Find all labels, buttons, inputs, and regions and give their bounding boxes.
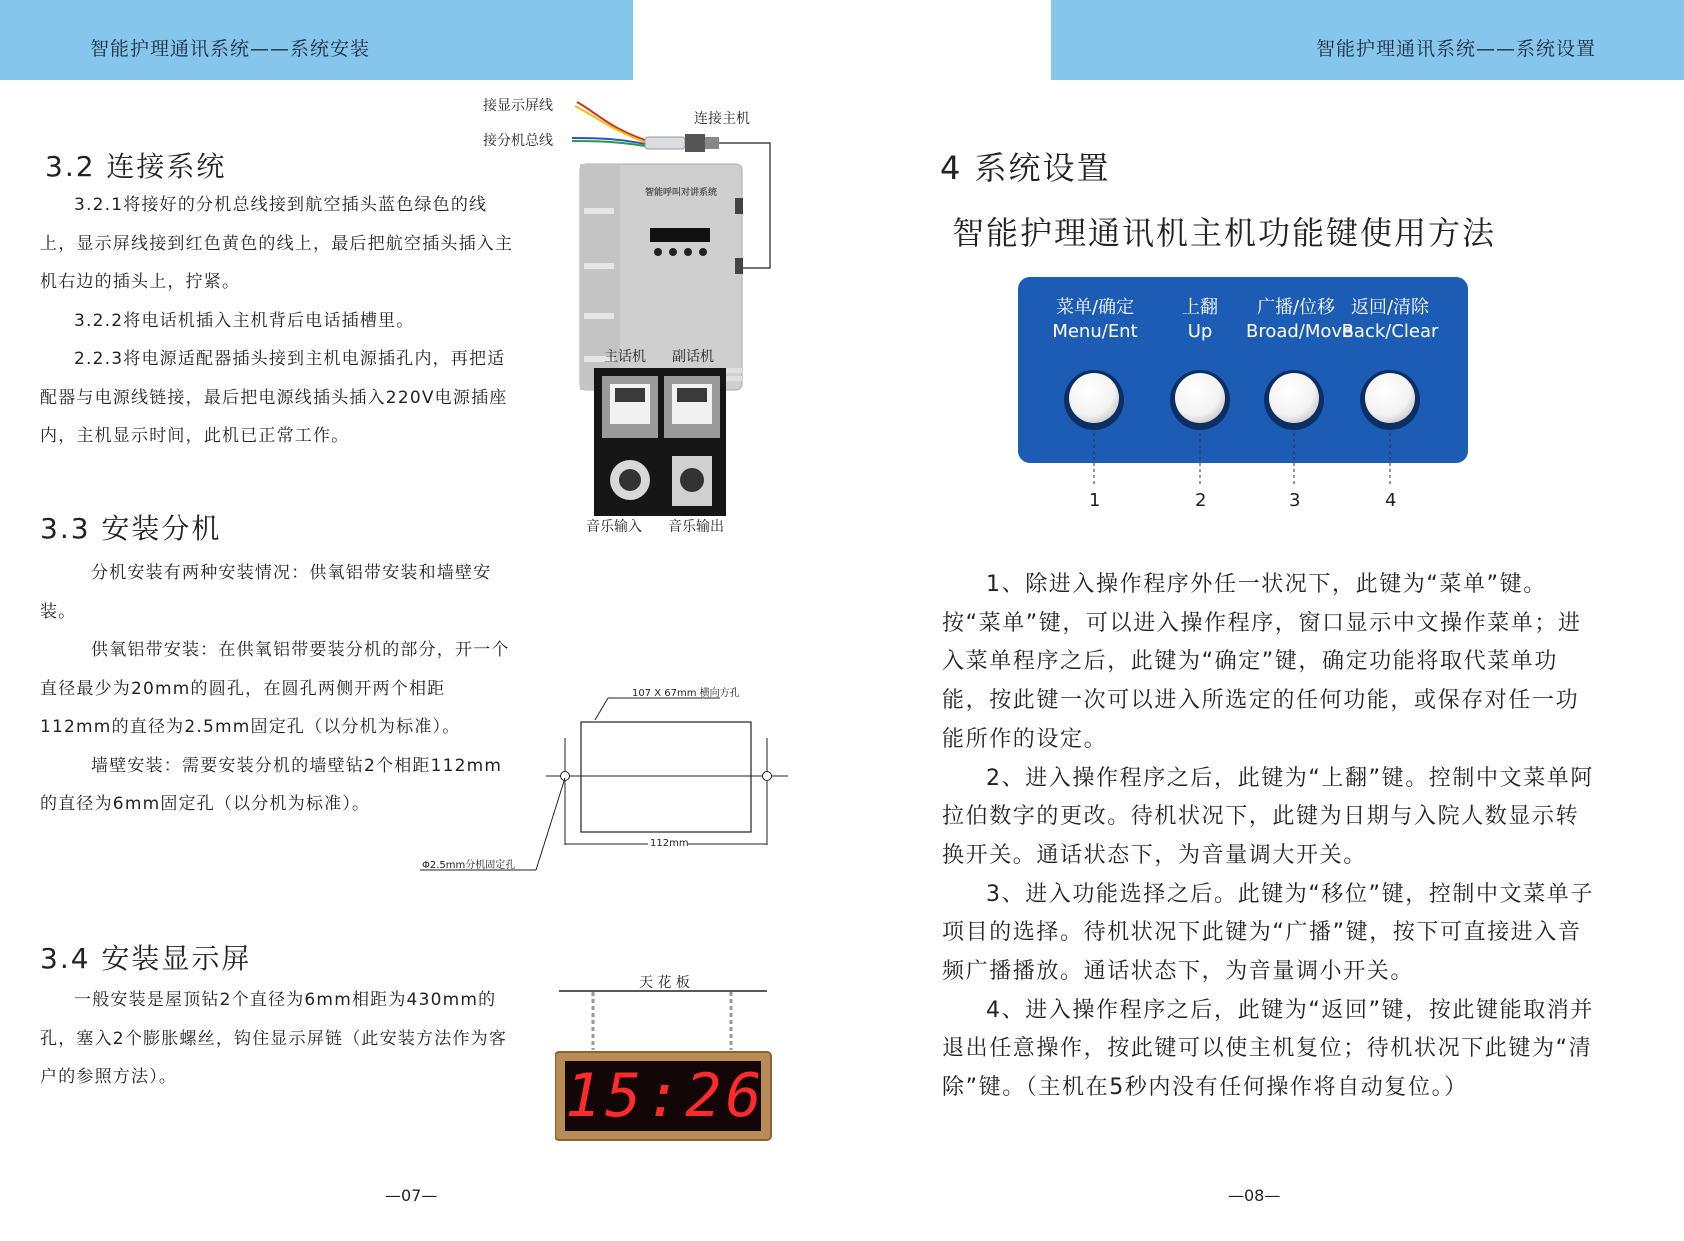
wiring-diagram	[480, 88, 780, 548]
label-sub-bus: 接分机总线	[483, 133, 553, 149]
section-3-2-body	[40, 186, 514, 456]
up-button[interactable]	[1170, 370, 1230, 430]
paragraph: 3.2.1将接好的分机总线接到航空插头蓝色绿色的线上，显示屏线接到红色黄色的线上，最后把航空插头插入主机右边的插头上，拧紧。	[40, 195, 514, 292]
section-3-4-body	[40, 981, 520, 1097]
right-header-bar	[1051, 0, 1684, 80]
key-label-broad: 广播/位移 Broad/Move	[1246, 297, 1354, 342]
section-3-3-title: 3.3 安装分机	[40, 512, 222, 545]
menu-ent-button[interactable]	[1064, 370, 1124, 430]
left-header-title: 智能护理通讯系统——系统安装	[90, 38, 371, 60]
broad-move-button[interactable]	[1264, 370, 1324, 430]
paragraph: 4、进入操作程序之后，此键为“返回”键，按此键能取消并退出任意操作，按此键可以使主机复位；待机状况下此键为“清除”键。（主机在5秒内没有任何操作将自动复位。）	[942, 997, 1594, 1101]
label-distance: 112mm	[650, 838, 689, 849]
label-ceiling: 天 花 板	[639, 975, 690, 991]
paragraph: 2、进入操作程序之后，此键为“上翻”键。控制中文菜单阿拉伯数字的更改。待机状况下，此键为日期与入院人数显示转换开关。通话状态下，为音量调大开关。	[942, 765, 1594, 868]
key-number-2: 2	[1195, 490, 1207, 511]
label-connect-host: 连接主机	[694, 111, 750, 127]
key-number-1: 1	[1089, 490, 1101, 511]
left-header-bar	[0, 0, 633, 80]
paragraph: 墙壁安装：需要安装分机的墙壁钻2个相距112mm的直径为6mm固定孔（以分机为标准）。	[40, 755, 503, 814]
clock-readout: 15:26	[565, 1061, 766, 1131]
section-3-4-title: 3.4 安装显示屏	[40, 942, 252, 975]
mount-drawing	[410, 680, 800, 880]
display-screen-figure	[555, 968, 775, 1148]
paragraph: 3、进入功能选择之后。此键为“移位”键，控制中文菜单子项目的选择。待机状况下此键为“广播”键，按下可直接进入音频广播播放。通话状态下，为音量调小开关。	[942, 881, 1594, 985]
key-number-4: 4	[1385, 490, 1397, 511]
back-clear-button[interactable]	[1360, 370, 1420, 430]
label-square-hole: 107 X 67mm 横向方孔	[632, 688, 740, 699]
right-page-subtitle: 智能护理通讯机主机功能键使用方法	[952, 214, 1497, 252]
paragraph: 2.2.3将电源适配器插头接到主机电源插孔内，再把适配器与电源线链接，最后把电源线插头插入220V电源插座内，主机显示时间，此机已正常工作。	[40, 349, 508, 446]
key-label-menu: 菜单/确定 Menu/Ent	[1052, 297, 1138, 342]
label-music-out: 音乐输出	[668, 519, 724, 535]
key-label-back: 返回/清除 Back/Clear	[1341, 297, 1439, 342]
paragraph: 1、除进入操作程序外任一状况下，此键为“菜单”键。按“菜单”键，可以进入操作程序，窗口显示中文操作菜单；进入菜单程序之后，此键为“确定”键，确定功能将取代菜单功能，按此键一次可以进入所选定的任何功能，或保存对任一功能所作的设定。	[942, 572, 1582, 752]
right-page-number: —08—	[1228, 1186, 1281, 1205]
paragraph: 分机安装有两种安装情况：供氧铝带安装和墙壁安装。	[40, 563, 492, 622]
paragraph: 3.2.2将电话机插入主机背后电话插槽里。	[74, 310, 415, 331]
label-display-line: 接显示屏线	[483, 98, 553, 114]
label-main-phone: 主话机	[604, 349, 646, 365]
paragraph: 供氧铝带安装：在供氧铝带要装分机的部分，开一个直径最少为20mm的圆孔，在圆孔两侧开两个相距112mm的直径为2.5mm固定孔（以分机为标准）。	[40, 640, 510, 737]
left-page-number: —07—	[385, 1186, 438, 1205]
right-page-title: 4 系统设置	[940, 149, 1111, 187]
mounting-diagram	[410, 680, 800, 880]
label-music-in: 音乐输入	[586, 519, 642, 535]
label-fix-hole: Φ2.5mm分机固定孔	[422, 860, 516, 871]
key-buttons	[1018, 277, 1468, 537]
section-3-2-title: 3.2 连接系统	[45, 150, 227, 183]
label-sub-phone: 副话机	[672, 349, 714, 365]
key-usage-body	[942, 566, 1594, 1108]
host-connection-figure	[480, 88, 780, 548]
device-brand-text: 智能呼叫对讲系统	[645, 188, 718, 198]
key-label-up: 上翻 Up	[1182, 297, 1218, 342]
right-header-title: 智能护理通讯系统——系统设置	[1315, 38, 1596, 60]
paragraph: 一般安装是屋顶钻2个直径为6mm相距为430mm的孔，塞入2个膨胀螺丝，钩住显示屏链（此安装方法作为客户的参照方法）。	[40, 990, 508, 1087]
key-number-3: 3	[1289, 490, 1301, 511]
